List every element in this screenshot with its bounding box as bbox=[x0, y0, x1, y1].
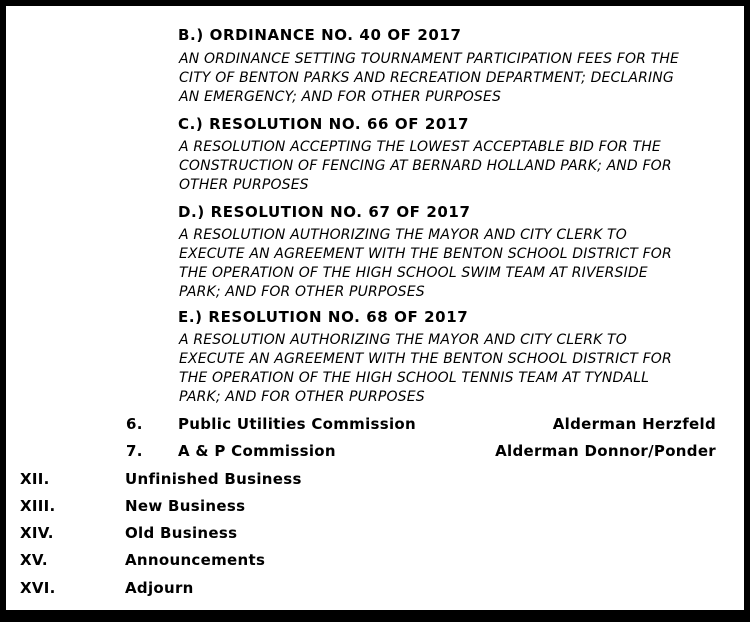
resolution-66-description: A RESOLUTION ACCEPTING THE LOWEST ACCEPTABLE BID FOR THE CONSTRUCTION OF FENCING AT BERNARD HOLLAND PARK; AND FOR OTHER PURPOSES bbox=[179, 139, 672, 193]
ordinance-40-heading: B.) ORDINANCE NO. 40 OF 2017 bbox=[178, 26, 462, 44]
committee-assignee: Alderman Donnor/Ponder bbox=[495, 442, 716, 460]
section-numeral: XVI. bbox=[20, 579, 56, 597]
committee-name: Public Utilities Commission bbox=[178, 415, 417, 433]
ordinance-40-description: AN ORDINANCE SETTING TOURNAMENT PARTICIPATION FEES FOR THE CITY OF BENTON PARKS AND RECREATION DEPARTMENT; DECLARING AN EMERGENCY; AND FOR OTHER PURPOSES bbox=[179, 51, 679, 105]
committee-name: A & P Commission bbox=[178, 442, 336, 460]
committee-assignee: Alderman Herzfeld bbox=[552, 415, 716, 433]
section-label: New Business bbox=[125, 497, 246, 515]
resolution-68-heading: E.) RESOLUTION NO. 68 OF 2017 bbox=[178, 308, 469, 326]
section-label: Adjourn bbox=[125, 579, 194, 597]
section-numeral: XV. bbox=[20, 551, 48, 569]
resolution-67-description: A RESOLUTION AUTHORIZING THE MAYOR AND CITY CLERK TO EXECUTE AN AGREEMENT WITH THE BENTON SCHOOL DISTRICT FOR THE OPERATION OF THE HIGH SCHOOL SWIM TEAM AT RIVERSIDE PARK; AND FOR OTHER PURPOSES bbox=[179, 227, 672, 300]
section-numeral: XII. bbox=[20, 470, 50, 488]
resolution-66-heading: C.) RESOLUTION NO. 66 OF 2017 bbox=[178, 115, 470, 133]
resolution-68-description: A RESOLUTION AUTHORIZING THE MAYOR AND CITY CLERK TO EXECUTE AN AGREEMENT WITH THE BENTON SCHOOL DISTRICT FOR THE OPERATION OF THE HIGH SCHOOL TENNIS TEAM AT TYNDALL PARK; AND FOR OTHER PURPOSES bbox=[179, 332, 672, 405]
committee-number: 7. bbox=[126, 442, 143, 460]
section-numeral: XIV. bbox=[20, 524, 54, 542]
section-numeral: XIII. bbox=[20, 497, 56, 515]
section-label: Old Business bbox=[125, 524, 238, 542]
resolution-67-heading: D.) RESOLUTION NO. 67 OF 2017 bbox=[178, 203, 471, 221]
agenda-page bbox=[6, 6, 744, 610]
section-label: Unfinished Business bbox=[125, 470, 302, 488]
section-label: Announcements bbox=[125, 551, 266, 569]
committee-number: 6. bbox=[126, 415, 143, 433]
